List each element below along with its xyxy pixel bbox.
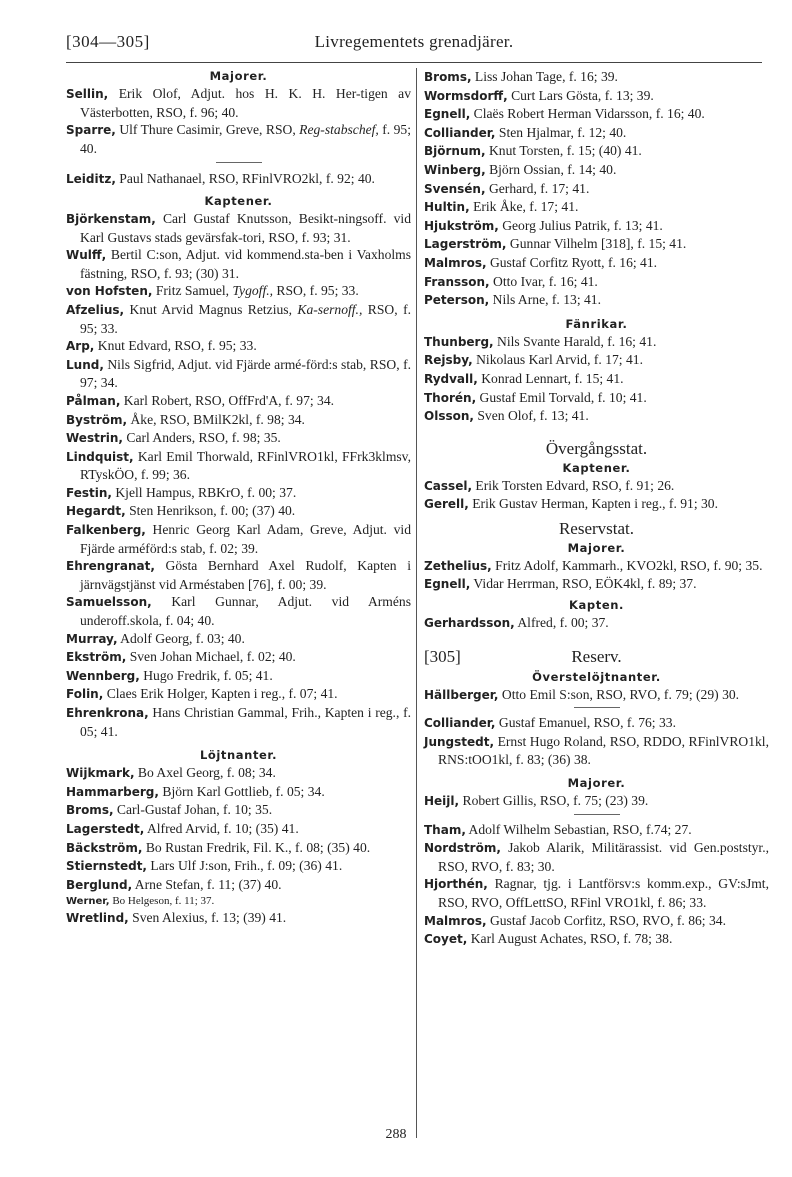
entry-list xyxy=(66,210,411,740)
roster-entry xyxy=(66,85,411,121)
roster-entry xyxy=(424,686,769,705)
entry-details: Nils Svante Harald, f. 16; 41. xyxy=(497,333,657,349)
roster-entry xyxy=(424,351,769,370)
entry-surname: Berglund, xyxy=(66,877,133,892)
roster-entry xyxy=(66,301,411,337)
roster-entry xyxy=(424,557,769,576)
entry-details: Sven Johan Michael, f. 02; 40. xyxy=(129,649,296,665)
entry-details: Björn Ossian, f. 14; 40. xyxy=(489,161,617,177)
page-number: 288 xyxy=(385,1127,407,1142)
entry-details: Curt Lars Gösta, f. 13; 39. xyxy=(511,87,654,103)
entry-surname: Cassel, xyxy=(424,478,472,493)
entry-details: Jakob Alarik, Militärassist. vid Gen.poststyr., RSO, RVO, f. 83; 30. xyxy=(438,840,770,874)
entry-surname: Egnell, xyxy=(424,107,471,122)
entry-details: Karl Robert, RSO, OffFrd'A, f. 97; 34. xyxy=(123,392,335,408)
entry-italic-title: Reg-stabschef, xyxy=(299,122,379,138)
entry-surname: Ehrengranat, xyxy=(66,559,155,574)
roster-entry xyxy=(66,820,411,839)
roster-entry xyxy=(424,821,769,840)
roster-entry xyxy=(66,876,411,895)
separator-rule xyxy=(216,162,262,163)
roster-entry xyxy=(66,630,411,649)
entry-details: Karl Emil Thorwald, RFinlVRO1kl, FFrk3klmsv, RTyskÖO, f. 99; 36. xyxy=(80,448,411,483)
roster-entry xyxy=(424,714,769,733)
entry-details: Nils Sigfrid, Adjut. vid Fjärde armé-förd:s stab, RSO, f. 97; 34. xyxy=(80,356,411,391)
entry-list xyxy=(424,333,769,426)
entry-details: Liss Johan Tage, f. 16; 39. xyxy=(474,69,618,84)
section-heading-majorer: Majorer. xyxy=(567,776,626,791)
entry-details: Kjell Hampus, RBKrO, f. 00; 37. xyxy=(115,484,297,500)
roster-entry xyxy=(424,217,769,236)
entry-surname: Pålman, xyxy=(66,393,121,408)
left-column xyxy=(66,68,411,928)
entry-details: Åke, RSO, BMilK2kl, f. 98; 34. xyxy=(130,411,305,427)
entry-details: Gustaf Emanuel, RSO, f. 76; 33. xyxy=(498,715,676,731)
entry-list xyxy=(424,714,769,769)
entry-details: Sten Henrikson, f. 00; (37) 40. xyxy=(129,503,296,519)
roster-entry xyxy=(424,912,769,931)
running-title: Livregementets grenadjärer. xyxy=(314,32,514,51)
entry-details: Sven Olof, f. 13; 41. xyxy=(477,408,589,424)
entry-details: Bo Rustan Fredrik, Fil. K., f. 08; (35) 40. xyxy=(145,839,371,855)
entry-surname: Zethelius, xyxy=(424,558,492,573)
entry-surname: Rydvall, xyxy=(424,371,478,386)
roster-entry xyxy=(424,733,769,769)
entry-surname: Rejsby, xyxy=(424,353,473,368)
entry-surname: Hjukström, xyxy=(424,218,499,233)
entry-list xyxy=(66,764,411,928)
section-heading-reserv xyxy=(424,645,769,669)
section-heading-fanrikar: Fänrikar. xyxy=(565,316,628,331)
roster-entry xyxy=(66,557,411,593)
entry-surname: Malmros, xyxy=(424,255,487,270)
entry-surname: Sellin, xyxy=(66,87,109,101)
roster-entry xyxy=(66,282,411,301)
entry-surname: Colliander, xyxy=(424,716,496,731)
roster-entry xyxy=(66,894,411,909)
entry-details: Carl Anders, RSO, f. 98; 35. xyxy=(126,430,281,446)
header-rule xyxy=(66,62,762,63)
roster-entry xyxy=(424,235,769,254)
roster-entry xyxy=(66,593,411,629)
roster-entry xyxy=(424,142,769,161)
roster-entry xyxy=(424,407,769,426)
entry-details: Arne Stefan, f. 11; (37) 40. xyxy=(134,876,282,892)
roster-entry xyxy=(66,429,411,448)
roster-entry xyxy=(66,704,411,740)
entry-details: Carl-Gustaf Johan, f. 10; 35. xyxy=(116,802,273,818)
entry-details: Vidar Herrman, RSO, EÖK4kl, f. 89; 37. xyxy=(473,576,697,592)
roster-entry xyxy=(424,291,769,310)
roster-entry xyxy=(66,783,411,802)
section-heading-kapten: Kapten. xyxy=(569,598,624,613)
entry-details: Carl Gustaf Knutsson, Besikt-ningsoff. vid Karl Gustavs stads gevärsfak-tori, RSO, f. 93; 31. xyxy=(80,210,411,245)
roster-entry xyxy=(66,857,411,876)
roster-entry xyxy=(424,161,769,180)
entry-surname: Hjorthén, xyxy=(424,877,488,892)
entry-details: Knut Torsten, f. 15; (40) 41. xyxy=(488,143,642,159)
entry-details: Sten Hjalmar, f. 12; 40. xyxy=(498,124,627,140)
separator-rule xyxy=(574,814,620,815)
entry-surname: Byström, xyxy=(66,412,128,427)
entry-details: Erik Gustav Herman, Kapten i reg., f. 91; 30. xyxy=(472,496,719,512)
entry-details-tail: RSO, f. 95; 33. xyxy=(80,301,411,336)
separator-rule xyxy=(574,707,620,708)
entry-details: Alfred, f. 00; 37. xyxy=(517,615,609,631)
entry-details: Robert Gillis, RSO, f. 75; (23) 39. xyxy=(462,793,649,809)
entry-details: Hugo Fredrik, f. 05; 41. xyxy=(143,667,273,683)
entry-surname: Svensén, xyxy=(424,181,486,196)
reserv-title: Reserv. xyxy=(571,646,622,666)
entry-list xyxy=(424,821,769,949)
section-heading-reservstat: Reservstat. xyxy=(558,518,635,538)
roster-entry xyxy=(424,333,769,352)
roster-entry xyxy=(424,254,769,273)
entry-surname: Folin, xyxy=(66,687,104,702)
entry-surname: Leiditz, xyxy=(66,172,116,187)
section-heading-overstelojtnanter: Överstelöjtnanter. xyxy=(532,669,661,684)
entry-details: Georg Julius Patrik, f. 13; 41. xyxy=(502,217,663,233)
entry-surname: Lund, xyxy=(66,357,104,372)
entry-surname: Lagerstedt, xyxy=(66,821,145,836)
entry-details: Konrad Lennart, f. 15; 41. xyxy=(481,370,624,386)
roster-entry xyxy=(424,930,769,949)
entry-details: Ernst Hugo Roland, RSO, RDDO, RFinlVRO1kl, RNS:tOO1kl, f. 83; (36) 38. xyxy=(438,733,769,768)
roster-entry xyxy=(66,648,411,667)
entry-details: Adolf Wilhelm Sebastian, RSO, f.74; 27. xyxy=(468,821,692,837)
entry-surname: Lindquist, xyxy=(66,449,134,464)
entry-surname: Broms, xyxy=(66,803,114,818)
entry-surname: Peterson, xyxy=(424,293,490,308)
entry-details: Knut Edvard, RSO, f. 95; 33. xyxy=(97,338,257,354)
entry-details: Erik Åke, f. 17; 41. xyxy=(473,199,579,215)
section-heading-lojtnanter: Löjtnanter. xyxy=(199,748,278,763)
roster-entry xyxy=(66,502,411,521)
roster-entry xyxy=(424,875,769,911)
entry-details: Gustaf Emil Torvald, f. 10; 41. xyxy=(479,389,647,405)
entry-details: Adolf Georg, f. 03; 40. xyxy=(120,630,245,646)
roster-entry xyxy=(424,477,769,496)
entry-details: Erik Torsten Edvard, RSO, f. 91; 26. xyxy=(475,477,675,493)
section-heading-majorer: Majorer. xyxy=(567,540,626,555)
roster-entry xyxy=(66,764,411,783)
roster-entry xyxy=(66,411,411,430)
entry-surname: Broms, xyxy=(424,70,472,84)
entry-list xyxy=(66,85,411,157)
roster-entry xyxy=(424,198,769,217)
entry-surname: Hammarberg, xyxy=(66,784,159,799)
entry-details: Erik Olof, Adjut. hos H. K. H. Her-tigen av Västerbotten, RSO, f. 96; 40. xyxy=(80,86,411,120)
roster-entry xyxy=(66,484,411,503)
entry-details: Sven Alexius, f. 13; (39) 41. xyxy=(132,910,287,926)
entry-details: Henric Georg Karl Adam, Greve, Adjut. vid Fjärde arméförd:s stab, f. 02; 39. xyxy=(80,522,412,556)
entry-list xyxy=(424,686,769,705)
entry-details: Knut Arvid Magnus Retzius, xyxy=(129,301,292,317)
entry-details: Gerhard, f. 17; 41. xyxy=(488,180,590,196)
entry-surname: Wormsdorff, xyxy=(424,88,508,103)
entry-surname: von Hofsten, xyxy=(66,284,153,299)
entry-details: Fritz Adolf, Kammarh., KVO2kl, RSO, f. 90; 35. xyxy=(495,557,763,573)
entry-details: Karl Gunnar, Adjut. vid Arméns underoff.skola, f. 04; 40. xyxy=(80,594,411,629)
roster-entry xyxy=(66,121,411,157)
roster-entry xyxy=(66,839,411,858)
entry-surname: Björnum, xyxy=(424,144,486,159)
entry-list xyxy=(424,557,769,594)
entry-surname: Murray, xyxy=(66,631,118,646)
roster-entry xyxy=(424,105,769,124)
roster-entry xyxy=(66,667,411,686)
entry-surname: Afzelius, xyxy=(66,302,125,317)
roster-entry xyxy=(424,68,769,87)
entry-surname: Festin, xyxy=(66,485,112,500)
roster-entry xyxy=(66,685,411,704)
section-heading-overgangsstat: Övergångsstat. xyxy=(545,438,648,458)
entry-surname: Lagerström, xyxy=(424,237,507,252)
roster-entry xyxy=(424,495,769,514)
entry-surname: Wennberg, xyxy=(66,668,140,683)
entry-list xyxy=(424,477,769,514)
entry-surname: Nordström, xyxy=(424,841,501,856)
running-header xyxy=(66,30,762,58)
section-heading-majorer: Majorer. xyxy=(209,69,268,83)
roster-entry xyxy=(66,909,411,928)
entry-details-tail: f. 95; 40. xyxy=(80,122,411,156)
entry-details: Alfred Arvid, f. 10; (35) 41. xyxy=(146,820,299,836)
entry-italic-title: Tygoff., xyxy=(232,283,274,299)
entry-details: Paul Nathanael, RSO, RFinlVRO2kl, f. 92; 40. xyxy=(119,171,375,187)
entry-list xyxy=(66,170,411,189)
entry-details: Nils Arne, f. 13; 41. xyxy=(492,292,601,308)
entry-details: Ragnar, tjg. i Lantförsv:s komm.exp., GV:sJmt, RSO, RVO, OffLettSO, RFinl VRO1kl, f. 86; 33. xyxy=(438,876,769,910)
entry-details: Otto Ivar, f. 16; 41. xyxy=(493,273,598,289)
roster-entry xyxy=(424,124,769,143)
entry-surname: Tham, xyxy=(424,822,466,837)
entry-details: Otto Emil S:son, RSO, RVO, f. 79; (29) 30. xyxy=(501,686,740,702)
entry-surname: Jungstedt, xyxy=(424,734,495,749)
entry-surname: Björkenstam, xyxy=(66,211,156,226)
roster-entry xyxy=(66,246,411,282)
roster-entry xyxy=(66,801,411,820)
entry-details: Fritz Samuel, xyxy=(155,283,230,299)
roster-entry xyxy=(424,614,769,633)
right-column xyxy=(424,68,769,949)
entry-details: Gösta Bernhard Axel Rudolf, Kapten i järnvägstjänst vid Arméstaben [76], f. 00; 39. xyxy=(80,558,411,592)
entry-details: Hans Christian Gammal, Frih., Kapten i reg., f. 05; 41. xyxy=(80,705,411,739)
entry-list xyxy=(424,68,769,310)
roster-entry xyxy=(424,839,769,875)
entry-surname: Sparre, xyxy=(66,123,116,138)
roster-entry xyxy=(424,180,769,199)
roster-entry xyxy=(424,370,769,389)
entry-list xyxy=(424,614,769,633)
entry-surname: Egnell, xyxy=(424,577,471,592)
entry-details-tail: RSO, f. 95; 33. xyxy=(276,283,359,299)
page-range: [304—305] xyxy=(66,32,150,51)
entry-surname: Hegardt, xyxy=(66,504,126,519)
entry-details: Bo Axel Georg, f. 08; 34. xyxy=(137,765,276,781)
entry-surname: Olsson, xyxy=(424,409,474,424)
entry-surname: Samuelsson, xyxy=(66,595,152,610)
entry-details: Ulf Thure Casimir, Greve, RSO, xyxy=(119,122,296,138)
entry-surname: Thorén, xyxy=(424,390,477,405)
entry-italic-title: Ka-sernoff., xyxy=(297,301,363,317)
section-heading-kaptener: Kaptener. xyxy=(204,193,273,208)
entry-details: Lars Ulf J:son, Frih., f. 09; (36) 41. xyxy=(150,858,343,874)
entry-surname: Coyet, xyxy=(424,932,468,947)
entry-surname: Hultin, xyxy=(424,200,470,215)
entry-surname: Gerell, xyxy=(424,497,469,512)
roster-entry xyxy=(66,448,411,484)
roster-entry xyxy=(66,170,411,189)
entry-details: Claes Erik Holger, Kapten i reg., f. 07; 41. xyxy=(106,686,338,702)
roster-entry xyxy=(66,521,411,557)
roster-entry xyxy=(66,210,411,246)
roster-entry xyxy=(424,792,769,811)
entry-surname: Werner, xyxy=(66,896,110,908)
entry-surname: Malmros, xyxy=(424,913,487,928)
entry-details: Gustaf Jacob Corfitz, RSO, RVO, f. 86; 34. xyxy=(489,912,726,928)
entry-surname: Ekström, xyxy=(66,650,127,665)
roster-entry xyxy=(424,273,769,292)
entry-surname: Arp, xyxy=(66,339,95,354)
entry-details: Nikolaus Karl Arvid, f. 17; 41. xyxy=(476,352,643,368)
page-marker: [305] xyxy=(424,646,461,666)
entry-surname: Gerhardsson, xyxy=(424,616,515,631)
roster-entry xyxy=(424,575,769,594)
roster-entry xyxy=(66,392,411,411)
entry-details: Claës Robert Herman Vidarsson, f. 16; 40. xyxy=(473,106,705,122)
entry-surname: Ehrenkrona, xyxy=(66,706,149,720)
entry-surname: Stiernstedt, xyxy=(66,859,147,874)
roster-entry xyxy=(66,356,411,392)
entry-details: Björn Karl Gottlieb, f. 05; 34. xyxy=(162,783,325,799)
roster-entry xyxy=(424,87,769,106)
entry-details: Gustaf Corfitz Ryott, f. 16; 41. xyxy=(489,254,658,270)
entry-surname: Heijl, xyxy=(424,794,460,809)
entry-surname: Bäckström, xyxy=(66,840,143,855)
entry-surname: Wretlind, xyxy=(66,911,129,926)
entry-surname: Westrin, xyxy=(66,431,123,446)
entry-surname: Colliander, xyxy=(424,125,496,140)
section-heading-kaptener: Kaptener. xyxy=(562,460,631,475)
entry-surname: Wulff, xyxy=(66,248,107,263)
entry-surname: Fransson, xyxy=(424,274,490,289)
entry-details: Gunnar Vilhelm [318], f. 15; 41. xyxy=(509,236,687,252)
entry-details: Karl August Achates, RSO, f. 78; 38. xyxy=(470,931,673,947)
column-divider xyxy=(416,68,417,1138)
entry-details: Bertil C:son, Adjut. vid kommend.sta-ben i Vaxholms fästning, RSO, f. 93; (30) 31. xyxy=(80,247,412,281)
entry-surname: Wijkmark, xyxy=(66,766,135,781)
roster-entry xyxy=(66,337,411,356)
entry-list xyxy=(424,792,769,811)
entry-surname: Falkenberg, xyxy=(66,523,146,538)
entry-surname: Winberg, xyxy=(424,162,486,177)
entry-surname: Thunberg, xyxy=(424,334,494,349)
entry-surname: Hällberger, xyxy=(424,687,499,702)
entry-details: Bo Helgeson, f. 11; 37. xyxy=(112,895,215,908)
roster-entry xyxy=(424,389,769,408)
